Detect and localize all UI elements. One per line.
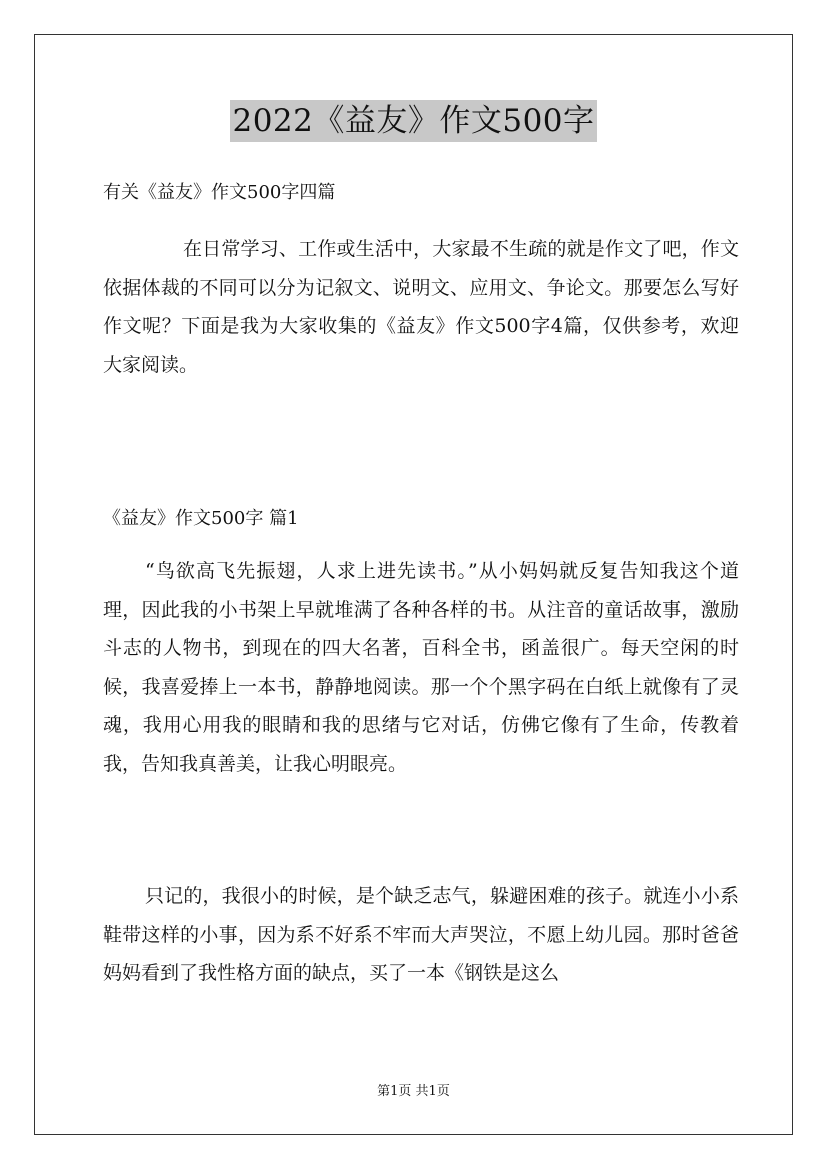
document-title: 2022《益友》作文500字 [230, 100, 596, 142]
title-container [0, 100, 827, 142]
document-subtitle: 有关《益友》作文500字四篇 [103, 182, 336, 203]
section-heading: 《益友》作文500字 篇1 [103, 508, 299, 529]
intro-paragraph: 在日常学习、工作或生活中，大家最不生疏的就是作文了吧，作文依据体裁的不同可以分为记叙文、说明文、应用文、争论文。那要怎么写好作文呢？下面是我为大家收集的《益友》作文500字4篇，仅供参考，欢迎大家阅读。 [103, 238, 739, 376]
page-footer: 第1页 共1页 [377, 1084, 450, 1099]
body-paragraph: 只记的，我很小的时候，是个缺乏志气，躲避困难的孩子。就连小小系鞋带这样的小事，因为系不好系不牢而大声哭泣，不愿上幼儿园。那时爸爸妈妈看到了我性格方面的缺点，买了一本《钢铁是这么 [103, 885, 739, 984]
body-paragraph: “鸟欲高飞先振翅，人求上进先读书。”从小妈妈就反复告知我这个道理，因此我的小书架上早就堆满了各种各样的书。从注音的童话故事，激励斗志的人物书，到现在的四大名著，百科全书，函盖很广。每天空闲的时候，我喜爱捧上一本书，静静地阅读。那一个个黑字码在白纸上就像有了灵魂，我用心用我的眼睛和我的思绪与它对话，仿佛它像有了生命，传教着我，告知我真善美，让我心明眼亮。 [103, 560, 739, 775]
